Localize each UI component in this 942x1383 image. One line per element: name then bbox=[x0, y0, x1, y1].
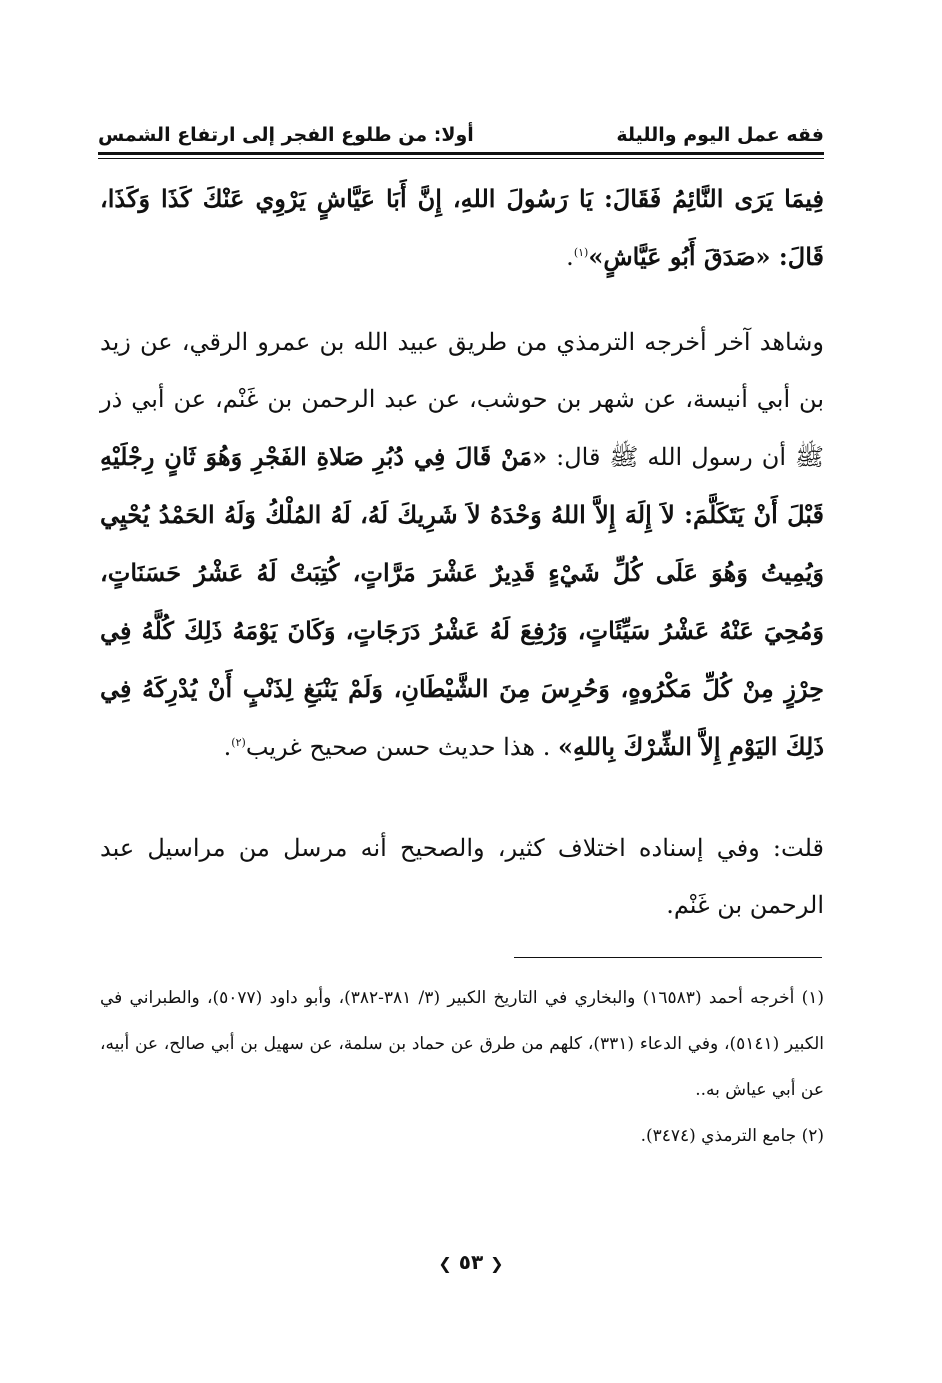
hadith-quote: «مَنْ قَالَ فِي دُبُرِ صَلاةِ الفَجْرِ وَهُوَ ثَانٍ رِجْلَيْهِ قَبْلَ أَنْ يَتَكَلَّمَ: لاَ إِلَهَ إِلاَّ اللهُ وَحْدَهُ لاَ شَرِيكَ لَهُ، لَهُ المُلْكُ وَلَهُ الحَمْدُ يُحْيِي وَيُمِيتُ وَهُوَ عَلَى كُلِّ شَيْءٍ قَدِيرٌ عَشْرَ مَرَّاتٍ، كُتِبَتْ لَهُ عَشْرُ حَسَنَاتٍ، وَمُحِيَ عَنْهُ عَشْرُ سَيِّئَاتٍ، وَرُفِعَ لَهُ عَشْرُ دَرَجَاتٍ، وَكَانَ يَوْمَهُ ذَلِكَ كُلَّهُ فِي حِرْزٍ مِنْ كُلِّ مَكْرُوهٍ، وَحُرِسَ مِنَ الشَّيْطَانِ، وَلَمْ يَنْبَغِ لِذَنْبٍ أَنْ يُدْرِكَهُ فِي ذَلِكَ اليَوْمِ إِلاَّ الشِّرْكَ بِاللهِ» bbox=[100, 442, 824, 761]
paragraph-2-tail: . هذا حديث حسن صحيح غريب bbox=[245, 733, 558, 761]
footnote-2: (٢) جامع الترمذي (٣٤٧٤). bbox=[640, 1126, 824, 1146]
footnote-1: (١) أخرجه أحمد (١٦٥٨٣) والبخاري في التاريخ الكبير (٣/ ٣٨١-٣٨٢)، وأبو داود (٥٠٧٧)، والطبراني في الكبير (٥١٤١)، وفي الدعاء (٣٣١)، كلهم من طرق عن حماد بن سلمة، عن سهيل بن أبي صالح، عن أبيه، عن أبي عياش به.. bbox=[100, 988, 824, 1100]
main-text bbox=[100, 170, 824, 934]
book-title: فقه عمل اليوم والليلة bbox=[616, 124, 824, 146]
paragraph-1 bbox=[100, 170, 824, 286]
header-rule-thick bbox=[98, 152, 824, 155]
ornament-left-icon: ❮ bbox=[438, 1254, 452, 1273]
paragraph-1-text: فِيمَا يَرَى النَّائِمُ فَقَالَ: يَا رَسُولَ اللهِ، إِنَّ أَبَا عَيَّاشٍ يَرْوِي عَنْكَ كَذَا وَكَذَا، قَالَ: «صَدَقَ أَبُو عَيَّاشٍ» bbox=[100, 184, 824, 271]
paragraph-2 bbox=[100, 314, 824, 776]
footnotes bbox=[100, 975, 824, 1159]
running-header bbox=[98, 118, 824, 152]
paragraph-1-end: . bbox=[566, 243, 574, 271]
paragraph-3: قلت: وفي إسناده اختلاف كثير، والصحيح أنه مرسل من مراسيل عبد الرحمن بن غَنْم. bbox=[100, 834, 824, 919]
footnote-ref-2: (٢) bbox=[231, 736, 246, 749]
page-number: ٥٣ bbox=[458, 1250, 484, 1274]
chapter-title: أولا: من طلوع الفجر إلى ارتفاع الشمس bbox=[98, 124, 474, 146]
ornament-right-icon: ❯ bbox=[490, 1254, 504, 1273]
footnote-ref-1: (١) bbox=[573, 246, 589, 259]
footnote-separator bbox=[514, 957, 822, 958]
paragraph-2-end: . bbox=[223, 733, 232, 761]
header-rule-thin bbox=[98, 158, 824, 159]
paragraph-2-intro: وشاهد آخر أخرجه الترمذي من طريق عبيد الله بن عمرو الرقي، عن زيد بن أبي أنيسة، عن شهر بن حوشب، عن عبد الرحمن بن غَنْم، عن أبي ذر ﷺ أن رسول الله ﷺ قال: bbox=[100, 328, 825, 471]
page-number-block bbox=[0, 1250, 942, 1274]
